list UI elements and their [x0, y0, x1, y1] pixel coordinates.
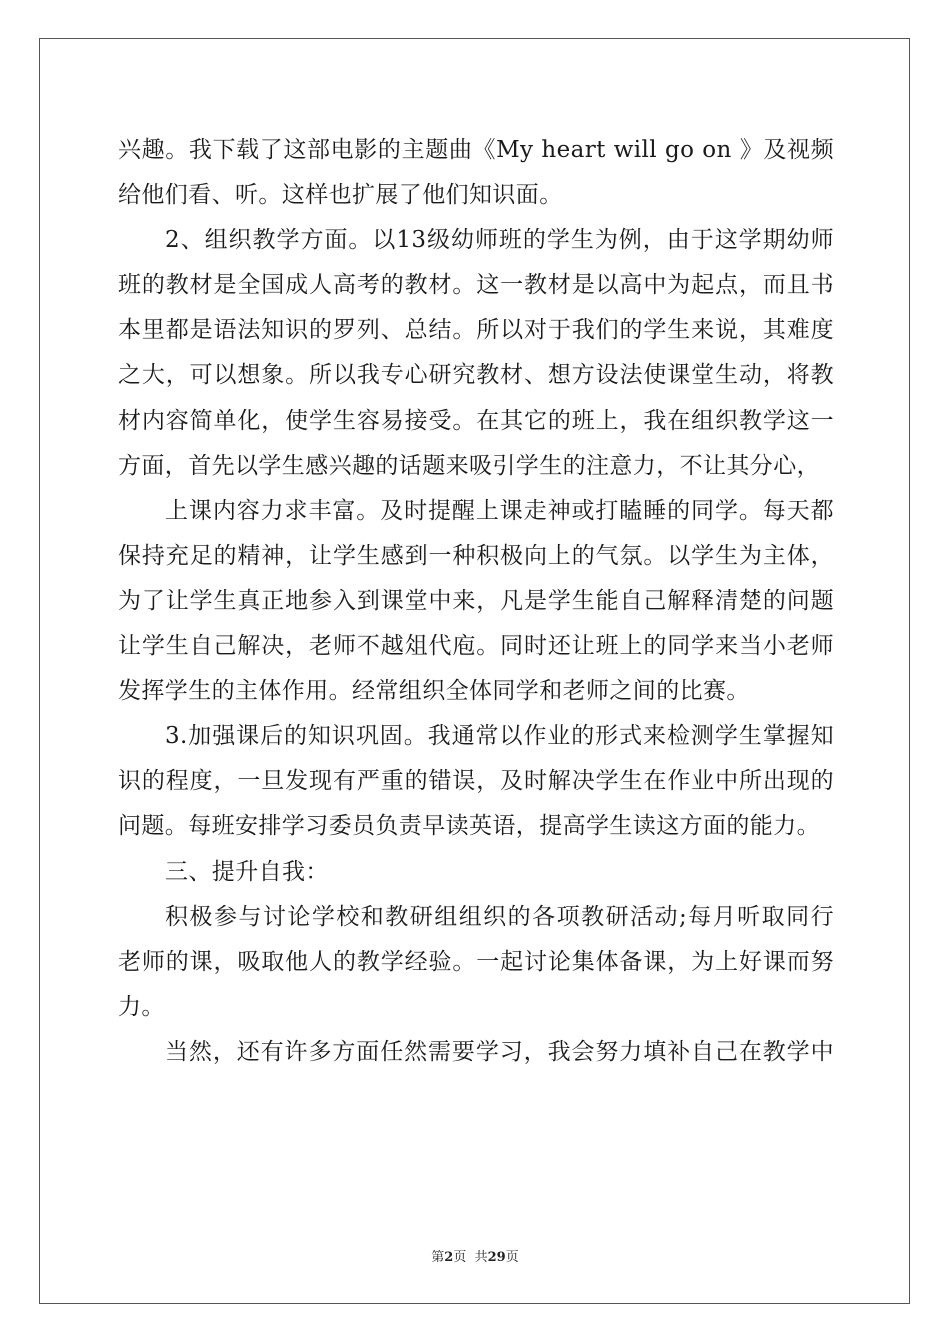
text-line: 识的程度，一旦发现有严重的错误，及时解决学生在作业中所出现的: [118, 768, 834, 795]
total-page-count: 29: [487, 1250, 506, 1265]
text-line: 班的教材是全国成人高考的教材。这一教材是以高中为起点，而且书: [118, 272, 834, 299]
text-line: 发挥学生的主体作用。经常组织全体同学和老师之间的比赛。: [118, 678, 750, 705]
text-line: 问题。每班安排学习委员负责早读英语，提高学生读这方面的能力。: [118, 813, 820, 840]
text-line: 积极参与讨论学校和教研组组织的各项教研活动;每月听取同行: [165, 903, 834, 930]
text-line: 力。: [118, 993, 165, 1020]
footer-suffix: 页: [505, 1250, 519, 1265]
text-line: 材内容简单化，使学生容易接受。在其它的班上，我在组织教学这一: [118, 407, 834, 434]
text-line: 方面，首先以学生感兴趣的话题来吸引学生的注意力，不让其分心，: [118, 452, 820, 479]
text-line: 3.加强课后的知识巩固。我通常以作业的形式来检测学生掌握知: [165, 723, 834, 750]
text-line: 上课内容力求丰富。及时提醒上课走神或打瞌睡的同学。每天都: [165, 497, 834, 524]
text-line: 本里都是语法知识的罗列、总结。所以对于我们的学生来说，其难度: [118, 317, 834, 344]
page-footer: [0, 1246, 950, 1265]
text-line: 2、组织教学方面。以13级幼师班的学生为例，由于这学期幼师: [165, 227, 834, 254]
footer-prefix: 第: [431, 1250, 445, 1265]
text-line: 老师的课，吸取他人的教学经验。一起讨论集体备课，为上好课而努: [118, 948, 834, 975]
text-line: 三、提升自我：: [165, 858, 329, 885]
text-line: 之大，可以想象。所以我专心研究教材、想方设法使课堂生动，将教: [118, 362, 834, 389]
text-line: 让学生自己解决，老师不越俎代庖。同时还让班上的同学来当小老师: [118, 633, 834, 660]
text-line: 为了让学生真正地参入到课堂中来，凡是学生能自己解释清楚的问题: [118, 587, 834, 614]
document-body: [118, 128, 834, 1075]
current-page-number: 2: [444, 1250, 454, 1265]
text-line: 给他们看、听。这样也扩展了他们知识面。: [118, 182, 563, 209]
text-line: 当然，还有许多方面任然需要学习，我会努力填补自己在教学中: [165, 1038, 834, 1065]
text-line: 保持充足的精神，让学生感到一种积极向上的气氛。以学生为主体，: [118, 542, 834, 569]
text-line: 兴趣。我下载了这部电影的主题曲《My heart will go on 》及视频: [118, 137, 834, 163]
footer-mid: 页 共: [453, 1250, 488, 1265]
